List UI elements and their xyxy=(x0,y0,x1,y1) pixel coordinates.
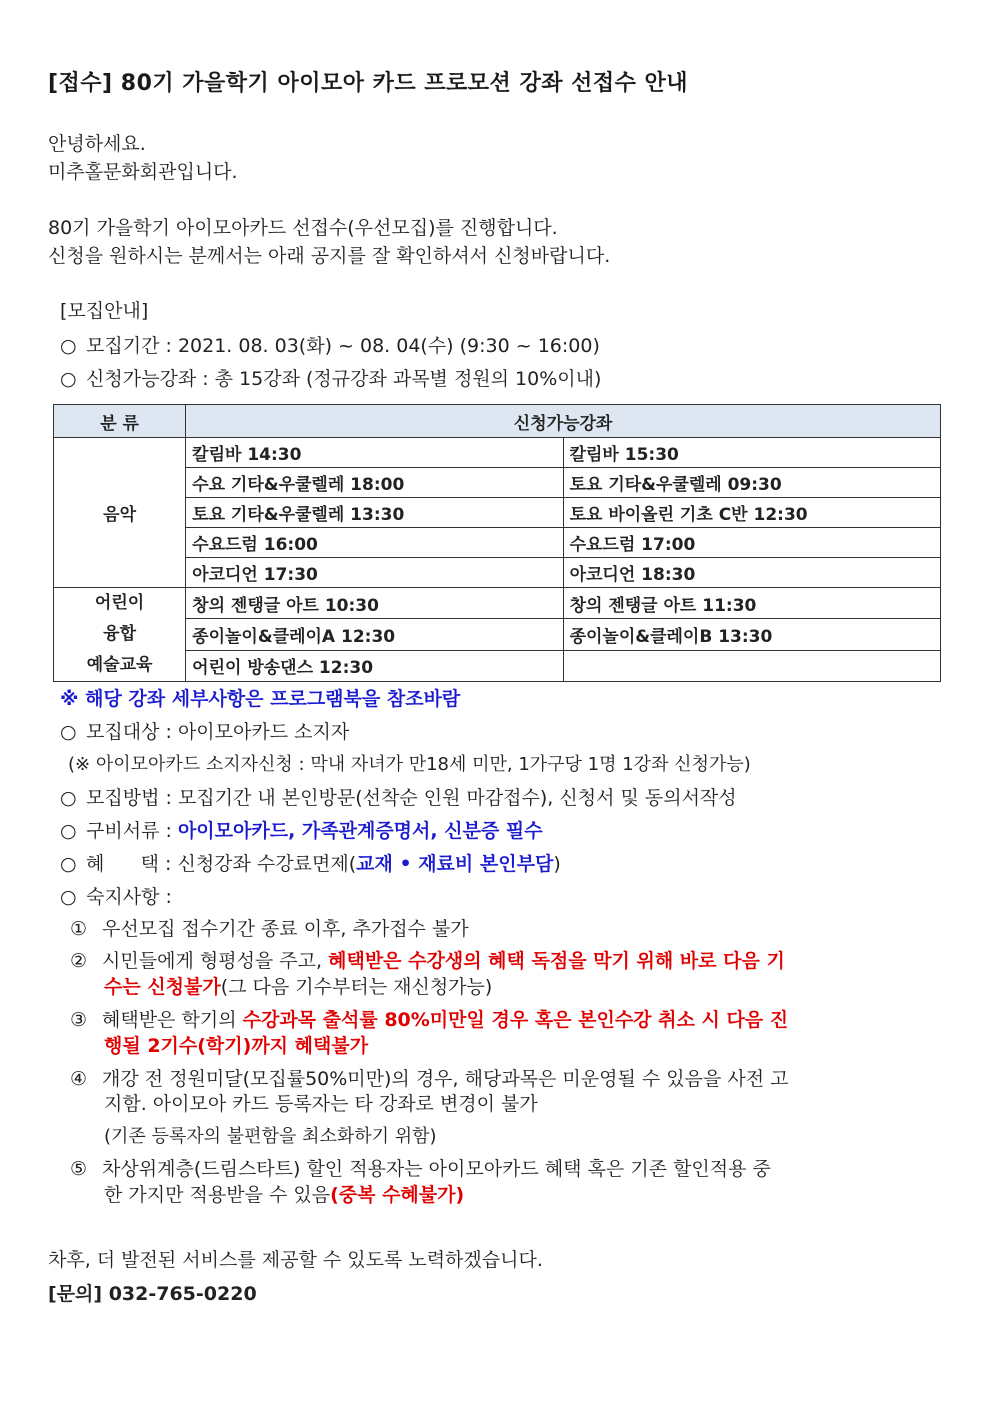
notice-number: ① xyxy=(70,918,88,940)
notice-heading-line xyxy=(60,882,172,909)
period-text: 모집기간 : 2021. 08. 03(화) ~ 08. 04(수) (9:30 ~ 16:00) xyxy=(86,335,600,357)
table-row xyxy=(54,619,941,650)
category-kids xyxy=(54,588,186,682)
course-cell: 창의 젠탱글 아트 11:30 xyxy=(563,588,940,619)
circle-bullet: ○ xyxy=(60,335,77,357)
notice-highlight: (중복 수혜불가) xyxy=(330,1184,465,1206)
category-kids-line-2: 융합 xyxy=(103,624,136,644)
course-cell: 수요드럼 17:00 xyxy=(563,528,940,558)
intro-line-2: 신청을 원하시는 분께서는 아래 공지를 잘 확인하셔서 신청바랍니다. xyxy=(48,245,611,267)
course-cell: 창의 젠탱글 아트 10:30 xyxy=(186,588,563,619)
course-cell-empty xyxy=(563,650,940,681)
notice-label: 숙지사항 : xyxy=(86,886,172,908)
notice-2-line-1 xyxy=(70,946,785,973)
notice-1 xyxy=(70,914,469,941)
course-cell: 수요 기타&우쿨렐레 18:00 xyxy=(186,468,563,498)
method-text: 모집방법 : 모집기간 내 본인방문(선착순 인원 마감접수), 신청서 및 동의서작성 xyxy=(86,787,737,809)
target-line xyxy=(60,717,349,744)
notice-4-line-2: 지함. 아이모아 카드 등록자는 타 강좌로 변경이 불가 xyxy=(104,1093,538,1115)
course-cell: 토요 바이올린 기초 C반 12:30 xyxy=(563,498,940,528)
circle-bullet: ○ xyxy=(60,787,77,809)
benefit-label: 혜 택 : 신청강좌 수강료면제( xyxy=(86,853,357,875)
notice-text: 시민들에게 형평성을 주고, xyxy=(102,950,329,972)
notice-text: 차상위계층(드림스타트) 할인 적용자는 아이모아카드 혜택 혹은 기존 할인적용 중 xyxy=(102,1158,771,1180)
notice-text: 우선모집 접수기간 종료 이후, 추가접수 불가 xyxy=(102,918,469,940)
table-row xyxy=(54,558,941,588)
notice-highlight: 행될 2기수(학기)까지 혜택불가 xyxy=(104,1035,369,1057)
contact-text: [문의] 032-765-0220 xyxy=(48,1283,257,1305)
notice-5-line-2 xyxy=(104,1180,464,1207)
course-cell: 어린이 방송댄스 12:30 xyxy=(186,650,563,681)
circle-bullet: ○ xyxy=(60,368,77,390)
greeting-line-1: 안녕하세요. xyxy=(48,133,146,155)
notice-text: 한 가지만 적용받을 수 있음 xyxy=(104,1184,331,1206)
page-title: [접수] 80기 가을학기 아이모아 카드 프로모션 강좌 선접수 안내 xyxy=(48,71,689,96)
notice-text: 개강 전 정원미달(모집률50%미만)의 경우, 해당과목은 미운영될 수 있음을 사전 고 xyxy=(102,1068,789,1090)
table-row xyxy=(54,468,941,498)
documents-line xyxy=(60,816,543,843)
benefit-line xyxy=(60,849,561,876)
course-cell: 토요 기타&우쿨렐레 09:30 xyxy=(563,468,940,498)
courses-count-text: 신청가능강좌 : 총 15강좌 (정규강좌 과목별 정원의 10%이내) xyxy=(86,368,602,390)
category-music: 음악 xyxy=(54,438,186,588)
circle-bullet: ○ xyxy=(60,853,77,875)
course-cell: 칼림바 14:30 xyxy=(186,438,563,468)
target-text: 모집대상 : 아이모아카드 소지자 xyxy=(86,721,350,743)
benefit-close: ) xyxy=(553,853,561,875)
documents-value: 아이모아카드, 가족관계증명서, 신분증 필수 xyxy=(177,820,543,842)
header-category: 분 류 xyxy=(54,405,186,438)
circle-bullet: ○ xyxy=(60,820,77,842)
notice-highlight: 수는 신청불가 xyxy=(104,976,221,998)
header-courses: 신청가능강좌 xyxy=(186,405,941,438)
notice-5-line-1 xyxy=(70,1154,771,1181)
programbook-note: ※ 해당 강좌 세부사항은 프로그램북을 참조바람 xyxy=(60,688,461,710)
table-row xyxy=(54,498,941,528)
notice-number: ② xyxy=(70,950,88,972)
notice-text: 혜택받은 학기의 xyxy=(102,1009,243,1031)
method-line xyxy=(60,783,737,810)
notice-3-line-2 xyxy=(104,1031,368,1058)
table-row xyxy=(54,588,941,619)
course-cell: 아코디언 18:30 xyxy=(563,558,940,588)
category-kids-line-3: 예술교육 xyxy=(86,655,153,675)
category-kids-line-1: 어린이 xyxy=(94,593,145,613)
notice-3-line-1 xyxy=(70,1005,788,1032)
period-line xyxy=(60,331,600,358)
course-cell: 종이놀이&클레이B 13:30 xyxy=(563,619,940,650)
courses-table xyxy=(53,404,941,682)
notice-highlight: 혜택받은 수강생의 혜택 독점을 막기 위해 바로 다음 기 xyxy=(328,950,785,972)
closing-text: 차후, 더 발전된 서비스를 제공할 수 있도록 노력하겠습니다. xyxy=(48,1249,543,1271)
notice-text: (그 다음 기수부터는 재신청가능) xyxy=(220,976,493,998)
recruit-heading: [모집안내] xyxy=(60,300,149,322)
course-cell: 아코디언 17:30 xyxy=(186,558,563,588)
table-row xyxy=(54,438,941,468)
circle-bullet: ○ xyxy=(60,886,77,908)
documents-label: 구비서류 : xyxy=(86,820,178,842)
notice-2-line-2 xyxy=(104,972,492,999)
target-note: (※ 아이모아카드 소지자신청 : 막내 자녀가 만18세 미만, 1가구당 1명 1강좌 신청가능) xyxy=(68,754,751,775)
intro-line-1: 80기 가을학기 아이모아카드 선접수(우선모집)를 진행합니다. xyxy=(48,217,558,239)
notice-number: ③ xyxy=(70,1009,88,1031)
circle-bullet: ○ xyxy=(60,721,77,743)
courses-count-line xyxy=(60,364,601,391)
table-row xyxy=(54,528,941,558)
notice-number: ⑤ xyxy=(70,1158,88,1180)
notice-4-line-1 xyxy=(70,1064,788,1091)
greeting-line-2: 미추홀문화회관입니다. xyxy=(48,161,238,183)
notice-highlight: 수강과목 출석률 80%미만일 경우 혹은 본인수강 취소 시 다음 진 xyxy=(242,1009,789,1031)
course-cell: 칼림바 15:30 xyxy=(563,438,940,468)
table-header-row xyxy=(54,405,941,438)
notice-4-line-3: (기존 등록자의 불편함을 최소화하기 위함) xyxy=(104,1126,437,1147)
table-row xyxy=(54,650,941,681)
benefit-bold: 교재 • 재료비 본인부담 xyxy=(356,853,554,875)
course-cell: 토요 기타&우쿨렐레 13:30 xyxy=(186,498,563,528)
notice-number: ④ xyxy=(70,1068,88,1090)
course-cell: 수요드럼 16:00 xyxy=(186,528,563,558)
course-cell: 종이놀이&클레이A 12:30 xyxy=(186,619,563,650)
